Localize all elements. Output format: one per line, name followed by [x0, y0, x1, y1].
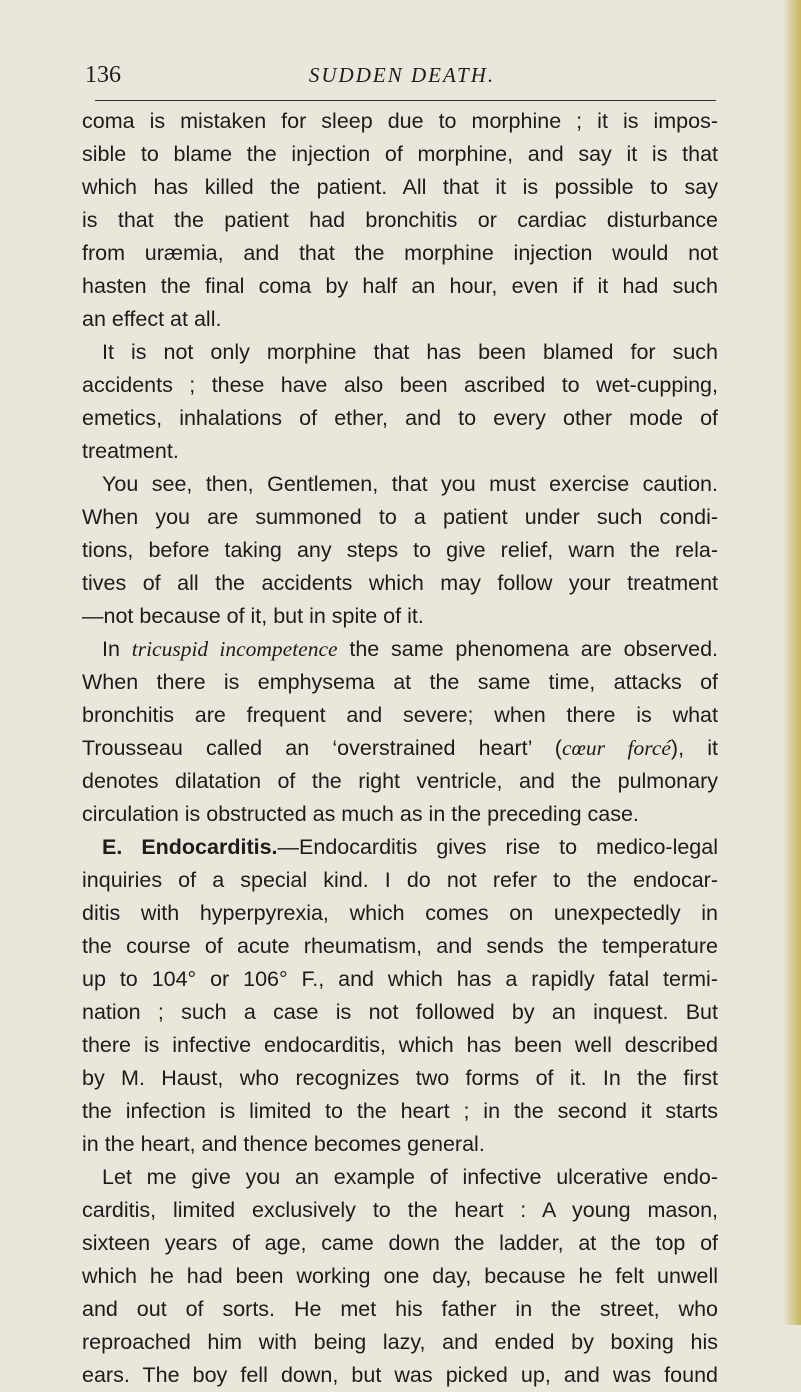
text-line: coma is mistaken for sleep due to morphine ; it is impos- [82, 109, 718, 133]
text-span: In [102, 637, 120, 661]
text-span: ), it [670, 736, 718, 760]
text-line: When there is emphysema at the same time, attacks of [82, 670, 718, 694]
text-line: accidents ; these have also been ascribed to wet-cupping, [82, 373, 718, 397]
text-line: which has killed the patient. All that it is possible to say [82, 175, 718, 199]
page-number: 136 [85, 62, 121, 88]
header-rule [95, 100, 716, 101]
running-title: SUDDEN DEATH. [308, 63, 496, 87]
text-line: bronchitis are frequent and severe; when there is what [82, 703, 718, 727]
text-line: sixteen years of age, came down the ladder, at the top of [82, 1231, 718, 1255]
text-line: in the heart, and thence becomes general. [82, 1132, 485, 1156]
text-line: Let me give you an example of infective ulcerative endo- [102, 1165, 718, 1189]
text-line: an effect at all. [82, 307, 222, 331]
page-header [82, 62, 722, 96]
text-line [82, 633, 718, 666]
text-line: inquiries of a special kind. I do not refer to the endocar- [82, 868, 718, 892]
italic-term: tricuspid incompetence [131, 637, 338, 661]
text-line: ears. The boy fell down, but was picked up, and was found [82, 1363, 718, 1387]
section-heading: E. Endocarditis. [102, 835, 278, 859]
text-line: When you are summoned to a patient under such condi- [82, 505, 718, 529]
text-line: reproached him with being lazy, and ended by boxing his [82, 1330, 718, 1354]
italic-term: cœur forcé [561, 736, 671, 760]
text-line: It is not only morphine that has been blamed for such [102, 340, 718, 364]
text-line: —not because of it, but in spite of it. [82, 604, 424, 628]
text-line: tions, before taking any steps to give relief, warn the rela- [82, 538, 718, 562]
body-text [82, 105, 718, 1392]
text-line: which he had been working one day, because he felt unwell [82, 1264, 718, 1288]
text-span: —Endocarditis gives rise to medico-legal [277, 835, 718, 859]
text-line: the course of acute rheumatism, and sends the temperature [82, 934, 718, 958]
text-line: from uræmia, and that the morphine injection would not [82, 241, 718, 265]
text-span: the same phenomena are observed. [349, 637, 718, 661]
text-span: Trousseau called an ‘overstrained heart’ ( [82, 736, 562, 760]
text-line: sible to blame the injection of morphine, and say it is that [82, 142, 718, 166]
text-line: treatment. [82, 439, 179, 463]
text-line: up to 104° or 106° F., and which has a rapidly fatal termi- [82, 967, 718, 991]
text-line: circulation is obstructed as much as in the preceding case. [82, 802, 639, 826]
text-line: there is infective endocarditis, which has been well described [82, 1033, 718, 1057]
page-edge-shadow [783, 0, 801, 1325]
text-line: You see, then, Gentlemen, that you must exercise caution. [102, 472, 718, 496]
text-line: the infection is limited to the heart ; in the second it starts [82, 1099, 718, 1123]
text-line: hasten the final coma by half an hour, even if it had such [82, 274, 718, 298]
text-line: emetics, inhalations of ether, and to every other mode of [82, 406, 718, 430]
text-line: and out of sorts. He met his father in the street, who [82, 1297, 718, 1321]
text-line: tives of all the accidents which may follow your treatment [82, 571, 718, 595]
text-line [82, 732, 718, 765]
text-line: nation ; such a case is not followed by an inquest. But [82, 1000, 718, 1024]
text-line: carditis, limited exclusively to the heart : A young mason, [82, 1198, 718, 1222]
text-line: is that the patient had bronchitis or cardiac disturbance [82, 208, 718, 232]
text-line: ditis with hyperpyrexia, which comes on unexpectedly in [82, 901, 718, 925]
text-line [82, 831, 718, 864]
text-line: denotes dilatation of the right ventricle, and the pulmonary [82, 769, 718, 793]
text-line: by M. Haust, who recognizes two forms of it. In the first [82, 1066, 718, 1090]
